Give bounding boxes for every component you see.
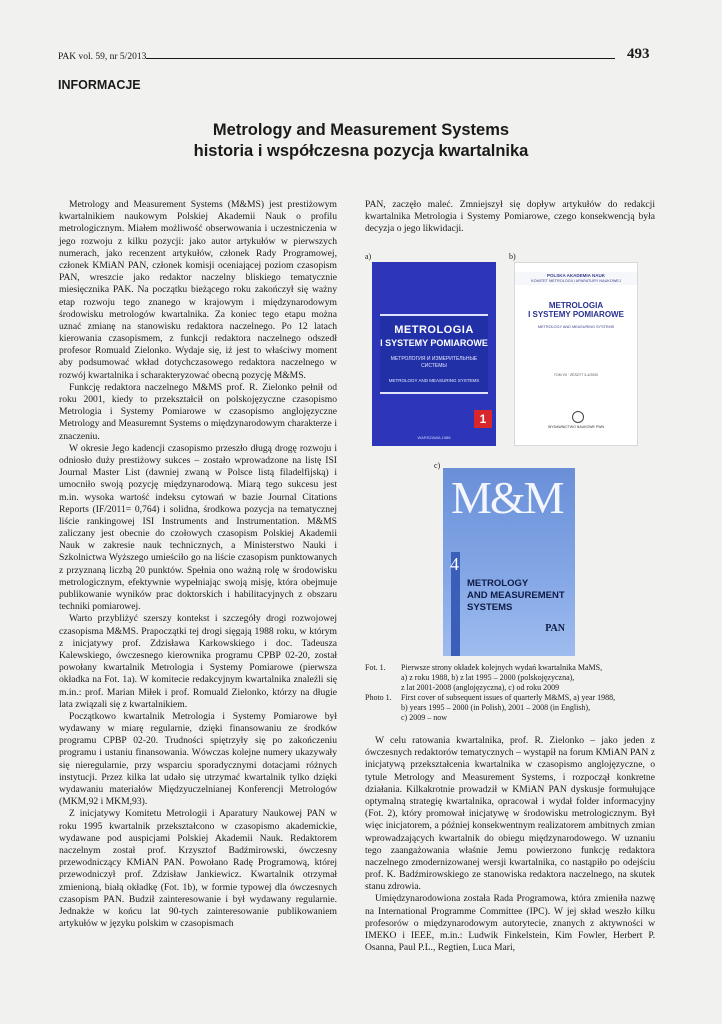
cover-c-title-2: AND MEASUREMENT SYSTEMS — [467, 590, 565, 613]
article-title — [0, 120, 722, 162]
left-column — [59, 199, 337, 930]
cover-a-banner — [380, 314, 488, 394]
paragraph: Z inicjatywy Komitetu Metrologii i Aparatury Naukowej PAN w roku 1995 kwartalnik przekształcono w czasopismo akademickie, wydawane pod auspicjami Polskiej Akademii Nauk. Redaktorem naczelnym został prof. Krzysztof Badźmirowski, ówczesny przewodniczący KMiAN PAN. Powołano Radę Programową, której przewodniczył prof. Zdzisław Jankiewicz. Kwartalnik otrzymał zmienioną, białą okładkę (Fot. 1b), w formie typowej dla ówczesnych czasopism PAN. Budził zainteresowanie i był wydawany regularnie. Jednakże w końcu lat 90-tych zainteresowanie publikowaniem artykułów w języku polskim w czasopismach — [59, 808, 337, 930]
caption-line: z lat 2001-2008 (anglojęzyczna), c) od roku 2009 — [401, 683, 560, 692]
cover-b-title-1: METROLOGIA — [548, 301, 604, 310]
cover-a-city: WARSZAWA 1988 — [417, 435, 451, 440]
cover-a-russian-title: МЕТРОЛОГИЯ И ИЗМЕРИТЕЛЬНЫЕ СИСТЕМЫ — [390, 356, 478, 369]
cover-a-issue-number: 1 — [474, 410, 492, 428]
figure-label-c: c) — [434, 461, 441, 470]
cover-b-publisher: WYDAWNICTWO NAUKOWE PWN — [547, 425, 605, 429]
paragraph: W celu ratowania kwartalnika, prof. R. Zielonko – jako jeden z ówczesnych redaktorów tematycznych – wystąpił na forum KMiAN PAN z inicjatywą przekształcenia kwartalnika w czasopismo anglojęzyczne, o tytule Metrology and Measurement Systems, i rozpoczął konkretne działania. Kilkakrotnie prowadził w KMiAN PAN dyskusje formułujące optymalną strategię kwartalnika, opracował i wydał folder informacyjny (Fot. 2), który promował inicjatywę w środowisku metrologicznym. Był więc inicjatorem, a później konsekwentnym realizatorem ambitnych zmian wprowadzających kwartalnik do obiegu międzynarodowego. W uznaniu tego zaangażowania właśnie Jemu powierzono funkcję redaktora naczelnego zmodernizowanej wersji kwartalnika, co nastąpiło po odejściu prof. K. Badźmirowskiego ze stanowiska redaktora naczelnego, na skutek stanu zdrowia. — [365, 735, 655, 893]
caption-line: Pierwsze strony okładek kolejnych wydań kwartalnika MaMS, — [401, 663, 603, 672]
caption-line: c) 2009 – now — [401, 713, 447, 722]
caption-key: Photo 1. — [365, 693, 392, 702]
cover-c-logo: M&M — [451, 472, 563, 523]
header-rule — [146, 58, 615, 59]
right-column-top — [365, 199, 655, 236]
figure-label-a: a) — [365, 252, 372, 261]
cover-b-title — [519, 301, 633, 319]
page-number: 493 — [627, 46, 650, 62]
figure-label-b: b) — [509, 252, 516, 261]
paragraph: Umiędzynarodowiona została Rada Programowa, która zmieniła nazwę na International Programme Committee (IPC). W jej skład weszło kilku profesorów o międzynarodowym autorytecie, znanych z aktywności w IMEKO i IEEE, m.in.: Ludwik Finkelstein, Kim Fowler, Herbert P. Osanna, Paul P.L., Regtien, Luca Mari, — [365, 893, 655, 954]
cover-b-volume: TOM VII · ZESZYT 3-4/2000 — [553, 373, 599, 377]
figure-caption — [365, 663, 655, 723]
cover-c-title-1: METROLOGY — [467, 578, 529, 589]
cover-a-english-title: METROLOGY AND MEASURING SYSTEMS — [388, 378, 480, 383]
caption-line: First cover of subsequent issues of quarterly M&MS, a) year 1988, — [401, 693, 616, 702]
cover-a-subtitle: I SYSTEMY POMIAROWE — [380, 338, 488, 348]
caption-line: a) z roku 1988, b) z lat 1995 – 2000 (polskojęzyczna), — [401, 673, 575, 682]
cover-2009-image — [443, 468, 575, 656]
cover-b-english-title: METROLOGY AND MEASURING SYSTEMS — [537, 325, 615, 329]
paragraph: Funkcję redaktora naczelnego M&MS prof. R. Zielonko pełnił od roku 2001, kiedy to przekształcił on polskojęzyczne czasopismo Metrologia i Systemy Pomiarowe w czasopismo anglojęzyczne Metrology and Measuremnt Systems o międzynarodowym charakterze i znaczeniu. — [59, 381, 337, 442]
cover-b-academy: POLSKA AKADEMIA NAUK — [547, 273, 605, 278]
paragraph: PAN, zaczęło maleć. Zmniejszył się dopływ artykułów do redakcji kwartalnika Metrologia i Systemy Pomiarowe, czego konsekwencją była decyzja o jego likwidacji. — [365, 199, 655, 235]
caption-line: b) years 1995 – 2000 (in Polish), 2001 – 2008 (in English), — [401, 703, 591, 712]
caption-key: Fot. 1. — [365, 663, 386, 672]
paragraph: W okresie Jego kadencji czasopismo przeszło długą drogę rozwoju i odniosło duży prestiżowy sukces – zostało wprowadzone na listę ISI Journal Master List (dawniej zwaną w Polsce listą filadelfijską) i umocniło swoją pozycję międzynarodową. Miarą tego sukcesu jest m.in. wysoka wartość indeksu cytowań w bazie Journal Citations Reports (IF/2011= 0,764) i solidna, środkowa pozycja na tematycznej liście rankingowej ISI Instruments and Instrumentation. M&MS zaliczany jest obecnie do czołowych czasopism Polskiej Akademii Nauk w zakresie nauk technicznych, a Ministerstwo Nauki i Szkolnictwa Wyższego umieściło go na liście czasopism punktowanych z przyznaną liczbą 20 punktów. Spełnia ono ważną rolę w środowisku metrologicznym, efektywnie wypełniając swoją misję, która obejmuje publikowanie wyników prac doktorskich i habilitacyjnych z obszaru techniki pomiarowej. — [59, 442, 337, 613]
cover-b-title-2: I SYSTEMY POMIAROWE — [528, 310, 624, 319]
paragraph: Warto przybliżyć szerszy kontekst i szczegóły drogi rozwojowej czasopisma M&MS. Prapoczątki tej drogi sięgają 1988 roku, w którym z inicjatywy prof. Zdzisława Karkowskiego i doc. Tadeusza Kalewskiego, ówczesnego kierownika programu CPBP 02-20, został powołany kwartalnik Metrologia i Systemy Pomiarowe (pierwsza okładka na Fot. 1a). W komitecie redakcyjnym kwartalnika znaleźli się m.in.: prof. Marian Miłek i prof. Romuald Zielonko, którzy na długie lata związali się z kwartalnikiem. — [59, 613, 337, 710]
title-line-1: Metrology and Measurement Systems — [212, 121, 510, 139]
cover-1995-image — [514, 262, 638, 446]
section-heading: INFORMACJE — [58, 78, 141, 92]
caption-polish — [365, 663, 655, 693]
right-column-bottom — [365, 735, 655, 954]
paragraph: Początkowo kwartalnik Metrologia i Systemy Pomiarowe był wydawany w miarę regularnie, dzięki finansowaniu ze środków programu CPBP 02-20. Trudności spiętrzyły się po zakończeniu programu i ustaniu finansowania. Wówczas kolejne numery ukazywały się nieregularnie, przy wsparciu sporadycznymi dotacjami różnych instytucji. Przez kilka lat udało się utrzymać kwartalnik tylko dzięki wydawaniu materiałów Międzyuczelnianej Konferencji Metrologów (MKM,92 i MKM,93). — [59, 710, 337, 808]
cover-a-title: METROLOGIA — [394, 324, 474, 336]
cover-b-committee: KOMITET METROLOGII I APARATURY NAUKOWEJ — [531, 279, 621, 283]
caption-english — [365, 693, 655, 723]
journal-header: PAK vol. 59, nr 5/2013 — [58, 52, 147, 62]
title-line-2: historia i współczesna pozycja kwartalnika — [193, 142, 529, 160]
cover-c-pan: PAN — [545, 623, 565, 634]
cover-1988-image — [372, 262, 496, 446]
paragraph: Metrology and Measurement Systems (M&MS) jest prestiżowym kwartalnikiem naukowym Polskiej Akademii Nauk o profilu metrologicznym. Miałem możliwość obserwowania i uczestniczenia w jego rozwoju z kilku pozycji: jako autor artykułów w pierwszych numerach, jako recenzent artykułów, członek Rady Programowej, członek KMiAN PAN, członek komisji oceniającej poziom czasopism PAN, wreszcie jako redaktor naczelny bliskiego tematycznie miesięcznika PAK. Na początku bieżącego roku zakończył się ważny etap rozwoju tego znanego w krajowym i międzynarodowym środowisku metrologów kwartalnika. Za koniec tego etapu można uznać zmianę na stanowisku redaktora naczelnego. Po 12 latach kierowania czasopismem, z funkcji redaktora naczelnego odszedł profesor Romuald Zielonko. Wydaje się, iż jest to właściwy moment aby podsumować wkład dotychczasowego redaktora naczelnego w rozwój kwartalnika i scharakteryzować obecną pozycję M&MS. — [59, 199, 337, 381]
cover-c-issue: 4 — [450, 554, 459, 574]
cover-c-title — [467, 578, 571, 614]
pwn-logo-icon — [572, 411, 584, 423]
